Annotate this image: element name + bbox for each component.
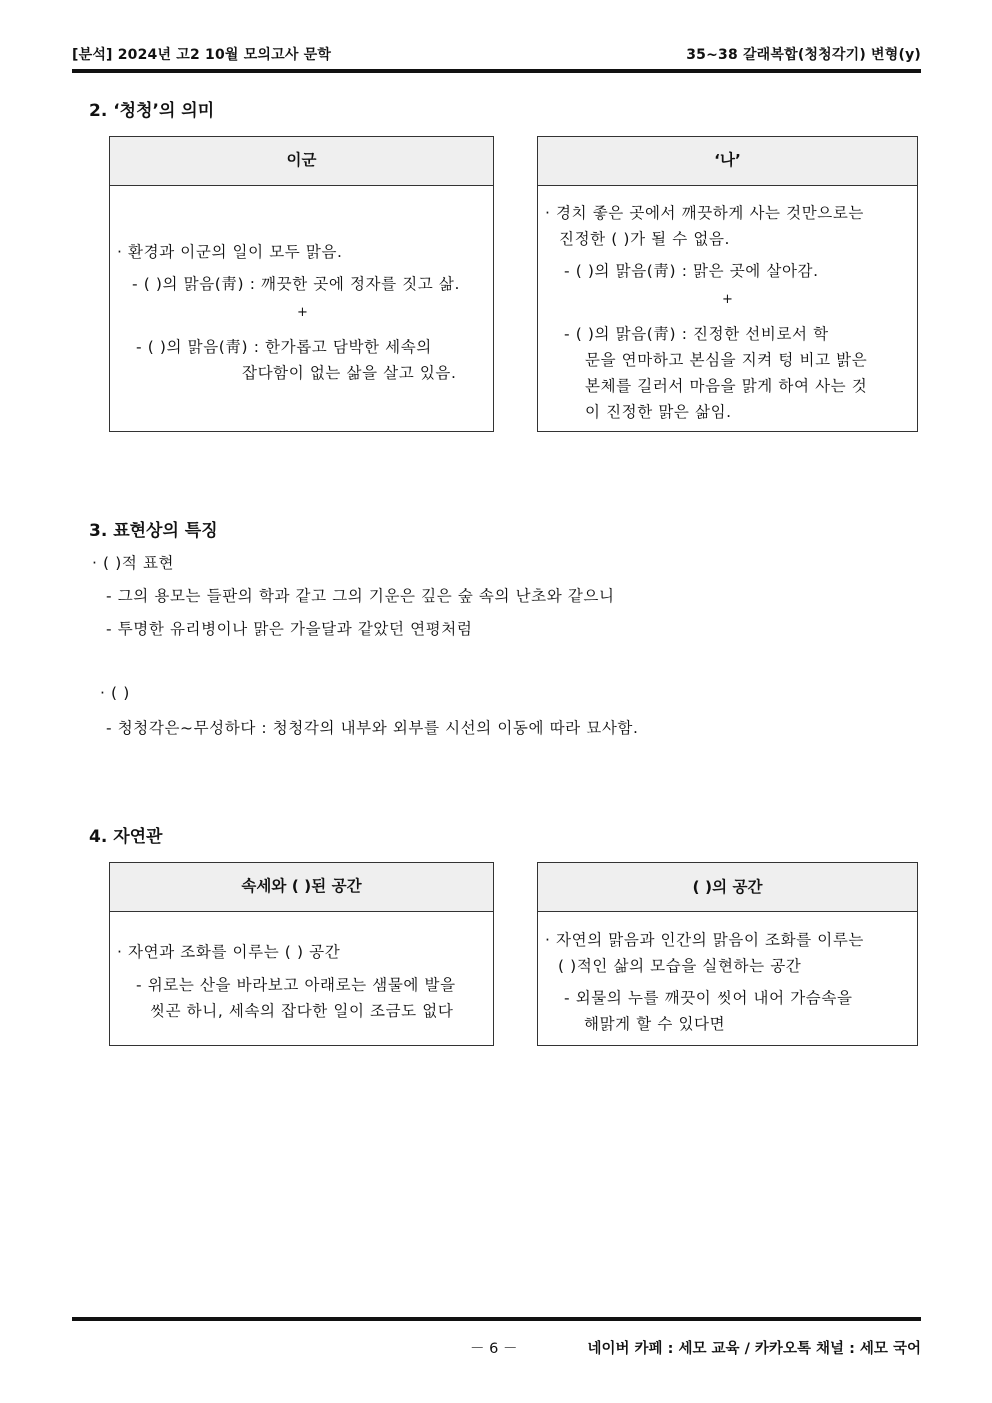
section4-separated-line-2: - 위로는 산을 바라보고 아래로는 샘물에 발을	[136, 976, 456, 994]
section2-lee-plus: +	[297, 305, 308, 320]
section3-line-3: - 투명한 유리병이나 맑은 가을달과 같았던 연평처럼	[106, 620, 473, 638]
section2-box-lee	[109, 136, 494, 432]
section2-lee-line-4: 잡다함이 없는 삶을 살고 있음.	[242, 364, 457, 382]
section4-box-harmony-heading: ( )의 공간	[538, 863, 917, 912]
section2-na-line-5: 문을 연마하고 본심을 지켜 텅 비고 밝은	[585, 351, 868, 369]
section2-na-line-2: 진정한 ( )가 될 수 없음.	[559, 230, 731, 248]
section3-title: 3. 표현상의 특징	[89, 521, 218, 541]
section2-na-plus: +	[722, 292, 733, 307]
section2-lee-line-3: - ( )의 맑음(靑) : 한가롭고 담박한 세속의	[136, 338, 432, 356]
section2-lee-line-1: · 환경과 이군의 일이 모두 맑음.	[117, 243, 343, 261]
section2-na-line-1: · 경치 좋은 곳에서 깨끗하게 사는 것만으로는	[545, 204, 865, 222]
section2-box-na	[537, 136, 918, 432]
section2-na-line-4: - ( )의 맑음(靑) : 진정한 선비로서 학	[564, 325, 829, 343]
section2-na-line-7: 이 진정한 맑은 삶임.	[585, 403, 732, 421]
section4-box-separated	[109, 862, 494, 1046]
footer-page-number: － 6 －	[470, 1341, 518, 1357]
section4-box-harmony	[537, 862, 918, 1046]
section3-line-4: · ( )	[100, 684, 130, 702]
section2-box-na-heading: ‘나’	[538, 137, 917, 186]
section2-box-lee-heading: 이군	[110, 137, 493, 186]
section2-lee-line-2: - ( )의 맑음(靑) : 깨끗한 곳에 정자를 짓고 삶.	[132, 275, 460, 293]
section4-separated-line-3: 씻곤 하니, 세속의 잡다한 일이 조금도 없다	[150, 1002, 454, 1020]
header-left-title: [분석] 2024년 고2 10월 모의고사 문학	[72, 47, 332, 63]
section2-na-line-3: - ( )의 맑음(靑) : 맑은 곳에 살아감.	[564, 262, 819, 280]
section2-na-line-6: 본체를 길러서 마음을 맑게 하여 사는 것	[585, 377, 868, 395]
footer-rule	[72, 1317, 921, 1321]
footer-channel-info: 네이버 카페 : 세모 교육 / 카카오톡 채널 : 세모 국어	[587, 1341, 921, 1357]
section3-line-1: · ( )적 표현	[92, 554, 175, 572]
section4-title: 4. 자연관	[89, 827, 163, 847]
section4-harmony-line-1: · 자연의 맑음과 인간의 맑음이 조화를 이루는	[545, 931, 865, 949]
header-right-title: 35~38 갈래복합(청청각기) 변형(y)	[686, 47, 921, 63]
section2-title: 2. ‘청청’의 의미	[89, 101, 215, 121]
section4-box-separated-heading: 속세와 ( )된 공간	[110, 863, 493, 912]
section4-harmony-line-4: 해맑게 할 수 있다면	[584, 1015, 726, 1033]
section4-separated-line-1: · 자연과 조화를 이루는 ( ) 공간	[117, 943, 341, 961]
section4-harmony-line-3: - 외물의 누를 깨끗이 씻어 내어 가슴속을	[564, 989, 853, 1007]
section4-harmony-line-2: ( )적인 삶의 모습을 실현하는 공간	[558, 957, 802, 975]
header-rule	[72, 69, 921, 73]
section3-line-5: - 청청각은~무성하다 : 청청각의 내부와 외부를 시선의 이동에 따라 묘사함.	[106, 719, 639, 737]
section3-line-2: - 그의 용모는 들판의 학과 같고 그의 기운은 깊은 숲 속의 난초와 같으니	[106, 587, 615, 605]
